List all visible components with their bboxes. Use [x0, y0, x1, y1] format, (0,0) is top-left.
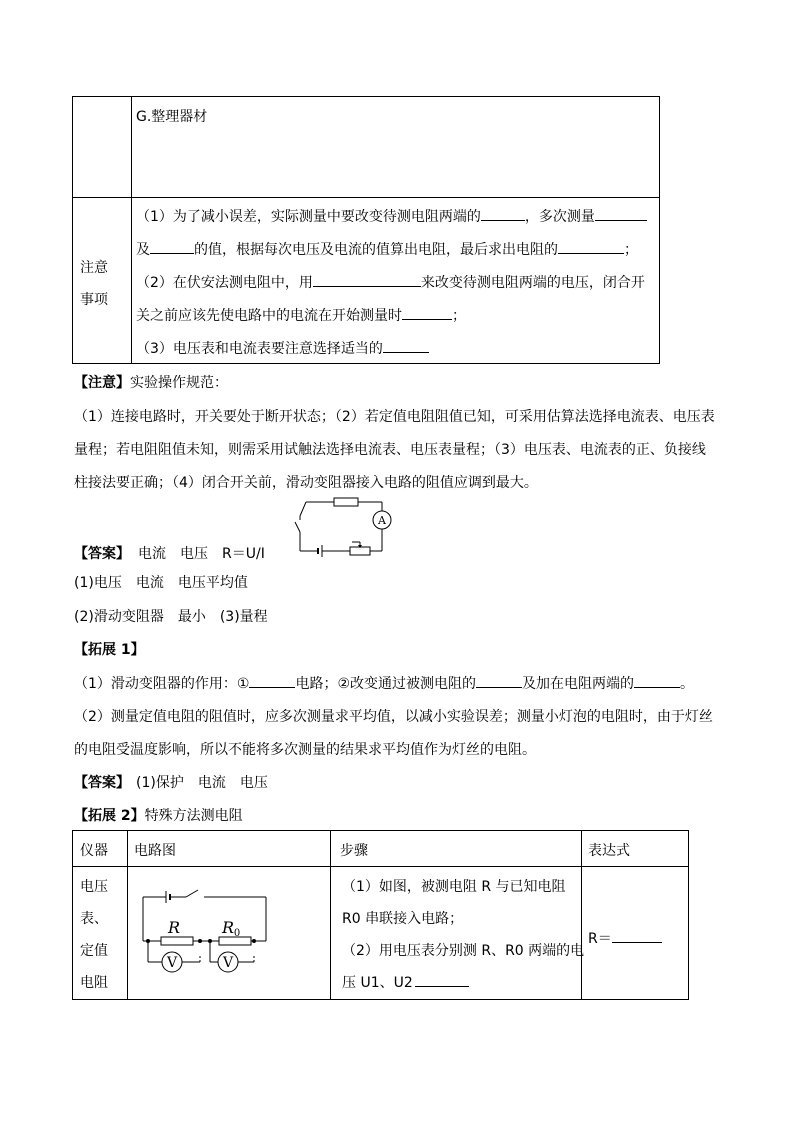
ext1-answer-text: (1)保护 电流 电压: [136, 775, 268, 791]
table-label-cell-empty: [73, 97, 132, 198]
blank: [150, 239, 194, 254]
ext1-line1: [74, 673, 694, 693]
step-line-4-text: 压 U1、U2: [342, 975, 413, 991]
ext1-line1b: 电路；②改变通过被测电阻的: [295, 676, 477, 692]
notes-line-4b: ；: [452, 308, 466, 324]
junction-dot: [198, 939, 202, 943]
blank: [313, 272, 421, 287]
notes-line-2c: ；: [624, 242, 638, 258]
answer1-line2: (1)电压 电流 电压平均值: [74, 575, 248, 591]
step-g-text: G.整理器材: [136, 109, 208, 125]
blank: [634, 673, 680, 688]
table-header-expression: 表达式: [588, 843, 630, 859]
step-line-1: （1）如图，被测电阻 R 与已知电阻: [342, 879, 566, 895]
ext1-line3: 的电阻受温度影响，所以不能将多次测量的结果求平均值作为灯丝的电阻。: [74, 742, 536, 758]
voltmeter-1-symbol: V: [166, 955, 178, 971]
notes-line-4: [136, 305, 466, 325]
notes-line-2b: 的值，根据每次电压及电流的值算出电阻，最后求出电阻的: [194, 242, 558, 258]
junction-dot: [146, 939, 150, 943]
notes-line-2a: 及: [136, 242, 150, 258]
ext1-heading: 【拓展 1】: [74, 642, 145, 658]
blank: [612, 928, 662, 943]
table-header-steps: 步骤: [340, 843, 368, 859]
expression-text: R＝: [588, 931, 612, 947]
circuit-diagram-ammeter: [292, 496, 402, 558]
blank: [476, 673, 522, 688]
resistor-r0-label: R: [221, 918, 235, 937]
instrument-line-2: 表、: [80, 911, 108, 927]
answer1-label: 【答案】: [74, 546, 130, 562]
ext2-heading: [74, 805, 243, 825]
notes-line-5a: （3）电压表和电流表要注意选择适当的: [136, 341, 383, 357]
instrument-line-3: 定值: [80, 943, 108, 959]
instrument-line-1: 电压: [80, 879, 108, 895]
voltmeter-2-symbol: V: [222, 955, 234, 971]
notes-line-2: [136, 239, 638, 259]
ext1-line1c: 及加在电阻两端的: [522, 676, 635, 692]
notes-line-1a: （1）为了减小误差，实际测量中要改变待测电阻两端的: [136, 209, 481, 225]
notice-heading-rest: 实验操作规范：: [130, 375, 228, 391]
blank: [402, 305, 452, 320]
notes-label-2: 事项: [80, 292, 108, 308]
notice-paragraph-2: 量程；若电阻阻值未知，则需采用试触法选择电流表、电压表量程；（3）电压表、电流表的正、负接线: [74, 442, 706, 458]
step-line-2: R0 串联接入电路；: [342, 911, 464, 927]
notes-label-1: 注意: [80, 260, 108, 276]
resistor-r0-subscript: 0: [233, 928, 241, 939]
notes-line-5: [136, 338, 429, 358]
notes-line-1: [136, 206, 647, 226]
ext1-line1a: （1）滑动变阻器的作用：①: [74, 676, 250, 692]
ext1-answer-label: 【答案】: [74, 775, 130, 791]
blank: [481, 206, 525, 221]
header-steps: [331, 831, 582, 867]
ext1-line2: （2）测量定值电阻的阻值时，应多次测量求平均值，以减小实验误差；测量小灯泡的电阻时，由于灯丝: [74, 709, 713, 725]
table-header-instrument: 仪器: [80, 843, 108, 859]
answer1-line1: [74, 543, 265, 563]
blank: [249, 673, 295, 688]
table-header-circuit: 电路图: [134, 843, 176, 859]
blank: [383, 338, 429, 353]
ext2-heading-rest: 特殊方法测电阻: [144, 808, 243, 824]
notice-bracket-l: 【: [74, 375, 88, 391]
blank: [558, 239, 624, 254]
blank: [595, 206, 647, 221]
answer1-text: 电流 电压 R＝U/I: [138, 546, 265, 562]
notes-line-3b: 来改变待测电阻两端的电压，闭合开: [420, 275, 645, 291]
ext1-answer: [74, 772, 268, 792]
step-line-3: （2）用电压表分别测 R、R0 两端的电: [342, 943, 585, 959]
notice-paragraph-1: （1）连接电路时，开关要处于断开状态；（2）若定值电阻阻值已知，可采用估算法选择电流表、电压表: [74, 409, 715, 425]
blank: [415, 972, 469, 987]
junction-dot: [208, 939, 212, 943]
notice-heading: [74, 372, 228, 392]
notes-line-3: [136, 272, 645, 292]
notice-bracket-r: 】: [116, 375, 130, 391]
notice-heading-label: 注意: [88, 375, 116, 391]
notes-line-1b: ，多次测量: [524, 209, 595, 225]
expression: [588, 928, 662, 948]
answer1-line3: (2)滑动变阻器 最小 (3)量程: [74, 609, 268, 625]
resistor-r-label: R: [167, 918, 181, 937]
junction-dot: [252, 939, 256, 943]
notes-line-4a: 关之前应该先使电路中的电流在开始测量时: [136, 308, 402, 324]
ext2-heading-label: 【拓展 2】: [74, 808, 145, 824]
step-line-4: [342, 972, 469, 992]
table-content-cell: [132, 97, 660, 198]
ammeter-symbol: A: [378, 514, 386, 527]
circuit-diagram-voltmeters: [128, 880, 278, 990]
instrument-line-4: 电阻: [80, 975, 108, 991]
ext1-line1d: 。: [680, 676, 695, 692]
notes-label-cell: [73, 198, 132, 364]
notes-line-3a: （2）在伏安法测电阻中，用: [136, 275, 313, 291]
notice-paragraph-3: 柱接法要正确；（4）闭合开关前，滑动变阻器接入电路的阻值应调到最大。: [74, 475, 538, 491]
